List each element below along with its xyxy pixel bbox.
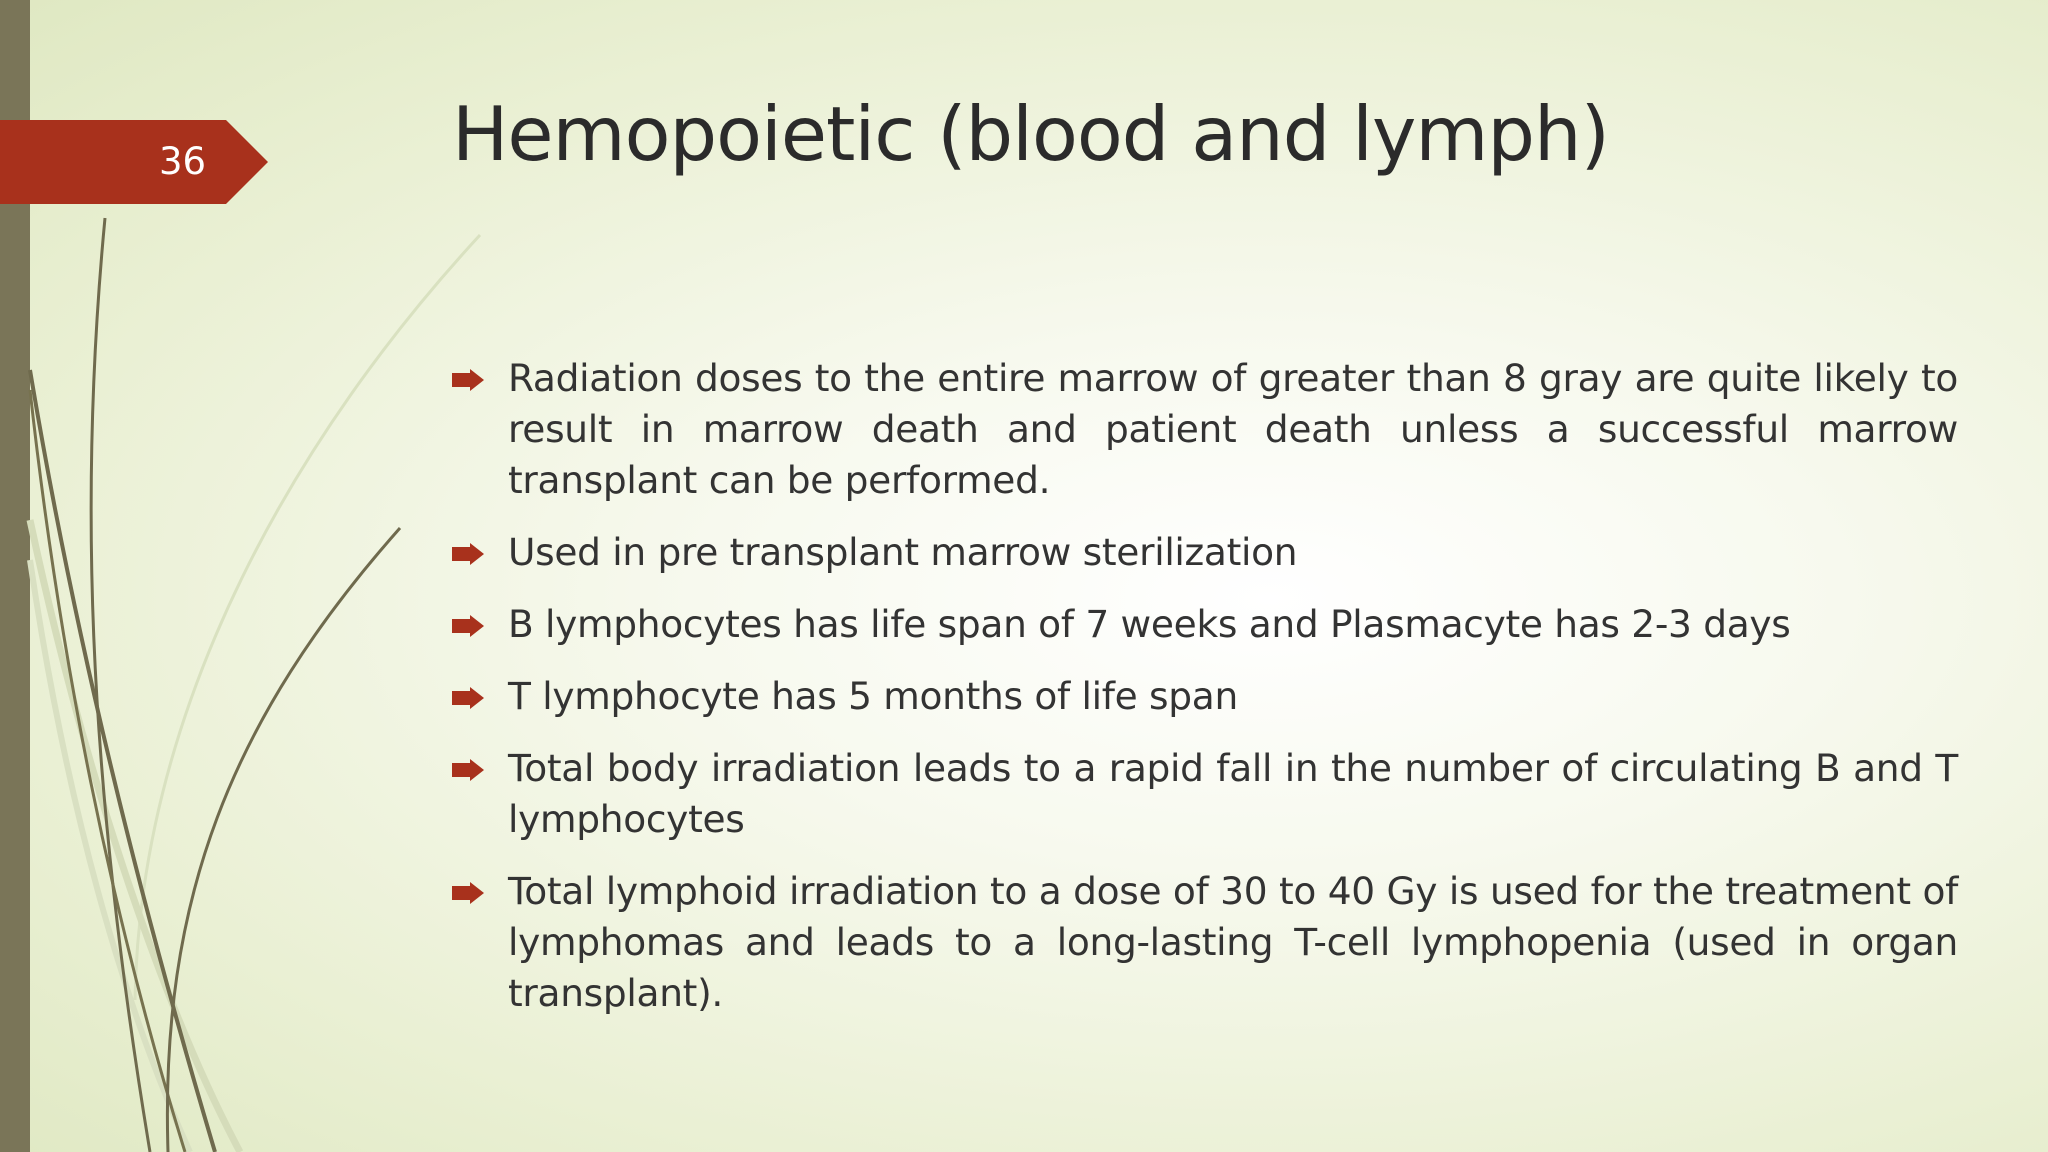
bullet-item	[452, 599, 1958, 650]
arrow-right-icon	[452, 369, 484, 391]
bullet-text: B lymphocytes has life span of 7 weeks and Plasmacyte has 2-3 days	[508, 602, 1791, 646]
arrow-right-icon	[452, 615, 484, 637]
arrow-right-icon	[452, 882, 484, 904]
bullet-text: Total lymphoid irradiation to a dose of 30 to 40 Gy is used for the treatment of lymphomas and leads to a long-lasting T-cell lymphopenia (used in organ transplant).	[508, 869, 1958, 1015]
bullet-item	[452, 527, 1958, 578]
bullet-list	[452, 353, 1958, 1040]
arrow-right-icon	[452, 687, 484, 709]
bullet-text: Radiation doses to the entire marrow of greater than 8 gray are quite likely to result in marrow death and patient death unless a successful marrow transplant can be performed.	[508, 356, 1958, 502]
bullet-text: Total body irradiation leads to a rapid fall in the number of circulating B and T lymphocytes	[508, 746, 1958, 841]
bullet-item	[452, 743, 1958, 845]
bullet-text: T lymphocyte has 5 months of life span	[508, 674, 1238, 718]
bullet-text: Used in pre transplant marrow sterilization	[508, 530, 1298, 574]
slide-number: 36	[158, 140, 207, 183]
bullet-item	[452, 353, 1958, 506]
bullet-item	[452, 671, 1958, 722]
arrow-right-icon	[452, 543, 484, 565]
arrow-right-icon	[452, 759, 484, 781]
slide-title: Hemopoietic (blood and lymph)	[452, 90, 1609, 178]
bullet-item	[452, 866, 1958, 1019]
